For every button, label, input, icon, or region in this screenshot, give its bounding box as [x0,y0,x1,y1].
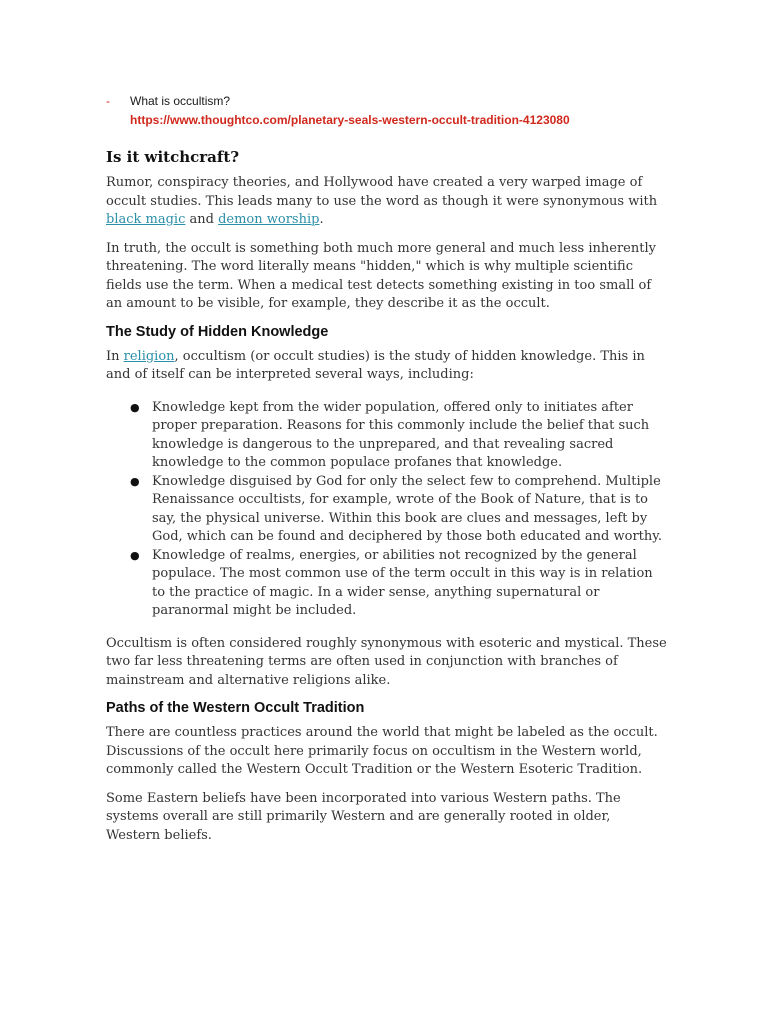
paragraph-rumor [106,174,668,230]
bullet-icon: ● [130,400,140,414]
religion-link[interactable]: religion [123,348,175,364]
knowledge-list [106,399,668,621]
heading-western-tradition: Paths of the Western Occult Tradition [106,700,365,716]
question-label: What is occultism? [130,94,231,108]
list-item [130,399,668,473]
bullet-icon: ● [130,474,140,488]
paragraph-occultism-synonymous: Occultism is often considered roughly synonymous with esoteric and mystical. These two far less threatening terms are often used in conjunction with branches of mainstream and alternative religions alike. [106,635,667,688]
paragraph-rumor-text: Rumor, conspiracy theories, and Hollywood have created a very warped image of occult studies. This leads many to use the word as though it were synonymous with [106,175,658,209]
list-item-text: Knowledge disguised by God for only the select few to comprehend. Multiple Renaissance occultists, for example, wrote of the Book of Nature, that is to say, the physical universe. Within this book are clues and messages, left by God, which can be found and deciphered by those both educated and worthy. [152,473,663,544]
demon-worship-link[interactable]: demon worship [218,212,320,227]
list-item [130,547,668,621]
paragraph-religion [106,348,668,385]
source-reference [106,92,668,130]
heading-hidden-knowledge: The Study of Hidden Knowledge [106,323,329,340]
bullet-icon: ● [130,548,140,562]
and-text: and [185,212,219,227]
paragraph-in-truth: In truth, the occult is something both much more general and much less inherently threatening. The word literally means "hidden," which is why multiple scientific fields use the term. When a medical test detects something existing in too small of an amount to be visible, for example, they describe it as the occult. [106,240,656,311]
in-text: In [106,348,124,364]
list-item-text: Knowledge of realms, energies, or abilities not recognized by the general populace. The most common use of the term occult in this way is in relation to the practice of magic. In a wider sense, anything supernatural or paranormal might be included. [152,547,653,618]
paragraph-religion-text: , occultism (or occult studies) is the study of hidden knowledge. This in and of itself can be interpreted several ways, including: [106,348,645,382]
list-item-text: Knowledge kept from the wider population, offered only to initiates after proper preparation. Reasons for this commonly include the belief that such knowledge is dangerous to the unprepared, and that revealing sacred knowledge to the common populace profanes that knowledge. [152,399,650,470]
list-dash: - [106,94,110,108]
paragraph-countless-practices: There are countless practices around the world that might be labeled as the occult. Discussions of the occult here primarily focus on occultism in the Western world, commonly called the Western Occult Tradition or the Western Esoteric Tradition. [106,725,658,777]
heading-witchcraft: Is it witchcraft? [106,148,240,166]
list-item [130,473,668,547]
source-url-link[interactable]: https://www.thoughtco.com/planetary-seals-western-occult-tradition-4123080 [130,113,570,127]
black-magic-link[interactable]: black magic [106,212,186,227]
paragraph-eastern-beliefs: Some Eastern beliefs have been incorporated into various Western paths. The systems overall are still primarily Western and are generally rooted in older, Western beliefs. [106,790,621,843]
period-text: . [319,212,324,227]
